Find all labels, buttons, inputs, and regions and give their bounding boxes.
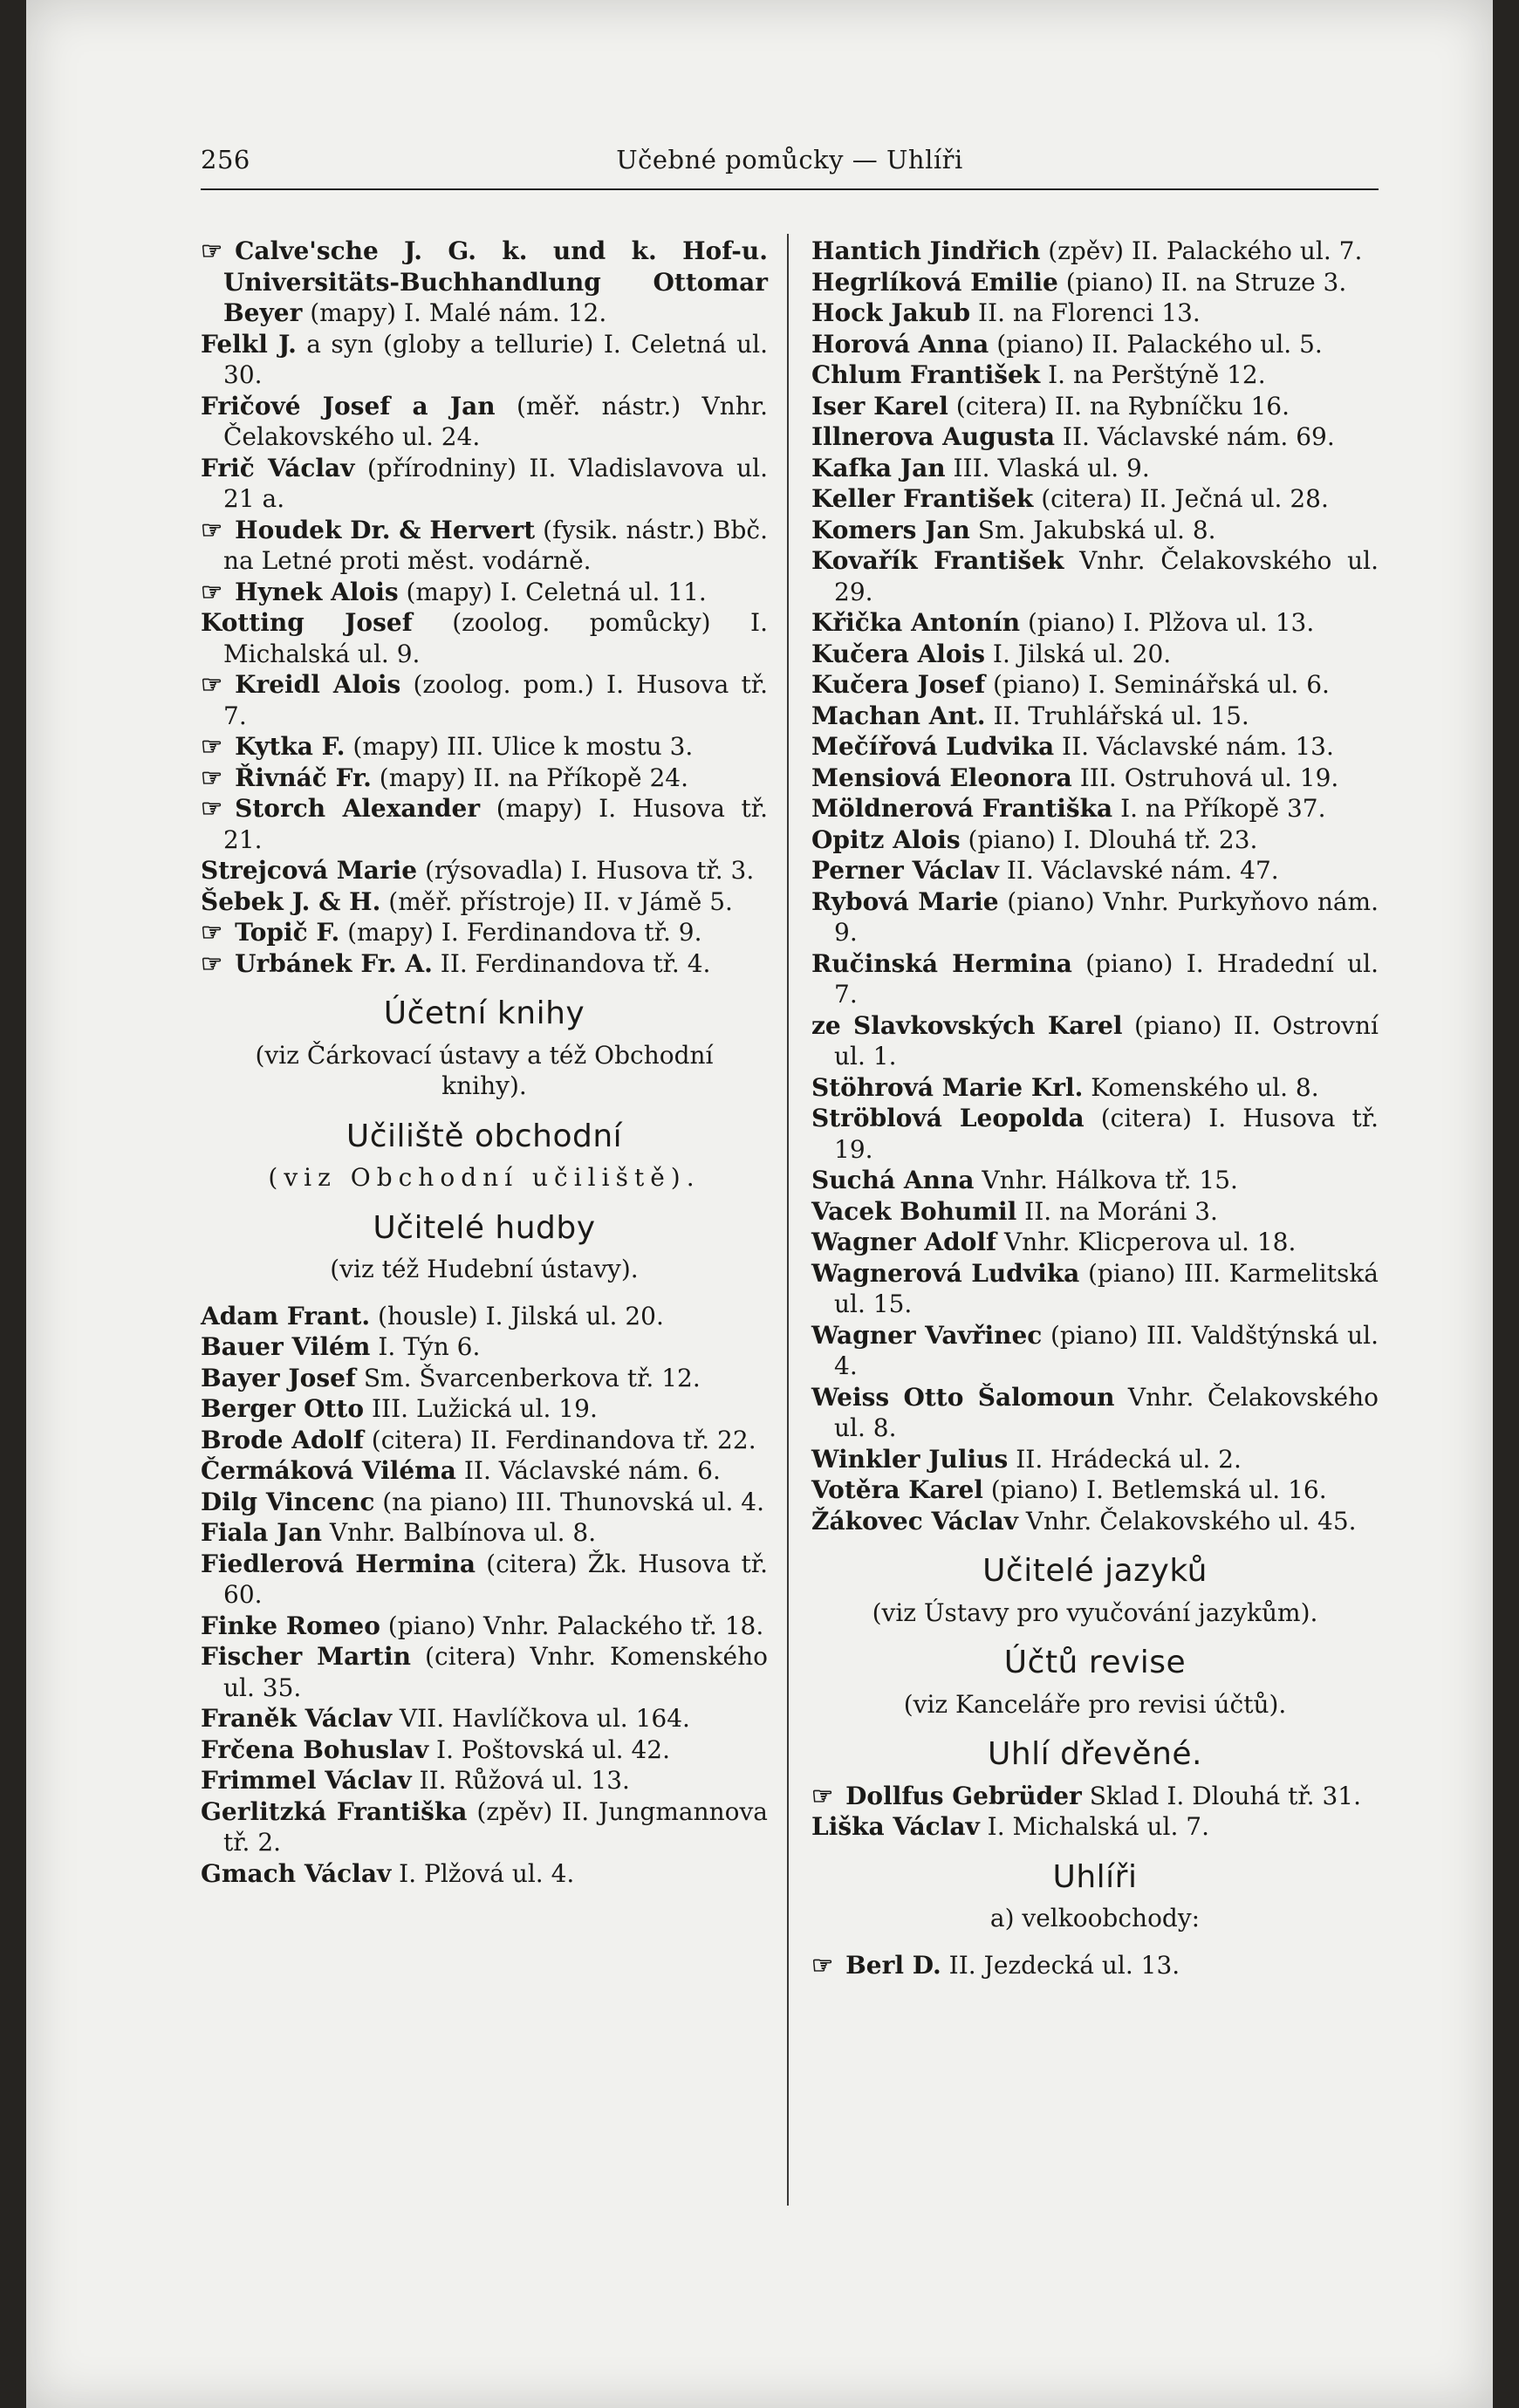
entry-details: (mapy) I. Malé nám. 12. (302, 298, 607, 327)
entry-details: Sm. Jakubská ul. 8. (969, 515, 1216, 544)
entry-details: II. Václavské nám. 13. (1054, 732, 1334, 761)
entry-name: Liška Václav (811, 1812, 980, 1841)
directory-entry (201, 917, 768, 948)
heading-uhliri: Uhlíři (1052, 1858, 1138, 1895)
entry-list-top (201, 236, 768, 979)
entry-details: II. Václavské nám. 47. (998, 856, 1279, 885)
directory-entry (201, 515, 768, 577)
entry-name: Keller František (811, 484, 1034, 513)
directory-entry (811, 1103, 1379, 1165)
entry-name: ze Slavkovských Karel (811, 1010, 1123, 1040)
entry-name: Šebek J. & H. (201, 886, 381, 916)
page-title: Učebné pomůcky — Uhlíři (616, 145, 963, 174)
entry-details: (zoolog. pom.) I. Husova tř. 7. (223, 670, 768, 730)
directory-entry (811, 545, 1379, 607)
entry-name: Bauer Vilém (201, 1332, 371, 1361)
entry-name: Votěra Karel (811, 1475, 983, 1504)
column-divider (787, 234, 789, 2206)
entry-name: Strejcová Marie (201, 856, 418, 885)
entry-name: Ručinská Hermina (811, 948, 1072, 978)
heading-ucetni-knihy: Účetní knihy (383, 995, 585, 1031)
directory-entry (811, 1444, 1379, 1475)
entry-details: Vnhr. Hálkova tř. 15. (974, 1166, 1238, 1194)
directory-entry (201, 886, 768, 918)
directory-entry (811, 1196, 1379, 1228)
entry-list-music-teachers (201, 1301, 768, 1890)
note-ucetni-knihy: (viz Čárkovací ústavy a též Obchodní knihy). (255, 1040, 714, 1100)
entry-name: Topič F. (235, 918, 340, 947)
entry-name: Berger Otto (201, 1394, 365, 1423)
entry-details: (fysik. nástr.) Bbč. na Letné proti měst. vodárně. (223, 515, 769, 575)
subheading-velkoobchody: a) velkoobchody: (989, 1904, 1201, 1933)
entry-name: Suchá Anna (811, 1166, 975, 1194)
entry-name: Hock Jakub (811, 298, 971, 327)
entry-details: (mapy) II. na Příkopě 24. (371, 763, 689, 792)
directory-entry (201, 1487, 768, 1518)
directory-entry (811, 515, 1379, 546)
pointing-hand-icon: ☞ (201, 918, 223, 947)
directory-entry (201, 1425, 768, 1456)
note-uciliste: (viz Obchodní učiliště). (268, 1163, 701, 1192)
entry-name: Chlum František (811, 360, 1041, 389)
entry-name: Hynek Alois (235, 577, 399, 606)
entry-details: (mapy) I. Ferdinandova tř. 9. (339, 918, 702, 947)
directory-entry (811, 763, 1379, 794)
entry-name: Mensiová Eleonora (811, 763, 1072, 792)
entry-details: (mapy) I. Husova tř. 21. (223, 794, 768, 854)
entry-name: Berl D. (845, 1950, 941, 1980)
directory-entry (201, 1703, 768, 1734)
entry-name: Mečířová Ludvika (811, 732, 1055, 761)
entry-list-uhliri (811, 1950, 1379, 1981)
book-page (26, 0, 1493, 2408)
directory-entry (201, 607, 768, 669)
entry-details: (piano) I. Betlemská ul. 16. (982, 1475, 1327, 1504)
entry-details: I. Jilská ul. 20. (985, 639, 1172, 668)
entry-details: (rýsovadla) I. Husova tř. 3. (417, 856, 755, 885)
entry-name: Kovařík František (811, 546, 1064, 575)
entry-details: (piano) I. Hradední ul. 7. (834, 948, 1379, 1009)
entry-details: (mapy) I. Celetná ul. 11. (398, 577, 707, 606)
running-head (201, 140, 1379, 190)
entry-name: Dilg Vincenc (201, 1487, 375, 1516)
directory-entry (811, 1165, 1379, 1196)
directory-entry (811, 1072, 1379, 1104)
directory-entry (811, 1474, 1379, 1506)
entry-details: Sklad I. Dlouhá tř. 31. (1081, 1781, 1362, 1810)
entry-name: Dollfus Gebrüder (845, 1781, 1082, 1810)
heading-uhli-drevene: Uhlí dřevěné. (988, 1736, 1202, 1772)
directory-entry (201, 329, 768, 391)
entry-list-uhli (811, 1781, 1379, 1843)
directory-entry (201, 1611, 768, 1642)
directory-entry (811, 1382, 1379, 1444)
entry-details: Vnhr. Čelakovského ul. 8. (834, 1382, 1379, 1442)
entry-name: Gmach Václav (201, 1858, 392, 1888)
entry-name: Opitz Alois (811, 824, 961, 854)
entry-list-music-teachers-cont (811, 236, 1379, 1536)
entry-name: Křička Antonín (811, 608, 1021, 637)
entry-details: III. Vlaská ul. 9. (945, 453, 1150, 482)
directory-entry (811, 359, 1379, 391)
directory-entry (811, 1506, 1379, 1537)
entry-details: I. Michalská ul. 7. (979, 1812, 1209, 1841)
directory-entry (811, 329, 1379, 360)
right-column (811, 236, 1379, 1980)
entry-name: Brode Adolf (201, 1425, 364, 1454)
directory-entry (201, 855, 768, 886)
entry-details: (piano) II. na Struze 3. (1057, 267, 1347, 297)
entry-details: (citera) Vnhr. Komenského ul. 35. (223, 1642, 768, 1702)
directory-entry (201, 1858, 768, 1890)
directory-entry (811, 483, 1379, 515)
entry-details: III. Ostruhová ul. 19. (1071, 763, 1339, 792)
directory-entry (811, 1781, 1379, 1812)
directory-entry (201, 1517, 768, 1549)
entry-name: Frčena Bohuslav (201, 1734, 429, 1764)
entry-name: Fiedlerová Hermina (201, 1549, 476, 1578)
entry-details: (piano) I. Dlouhá tř. 23. (960, 824, 1258, 854)
directory-entry (201, 1796, 768, 1858)
entry-details: (citera) II. Ječná ul. 28. (1033, 484, 1329, 513)
directory-entry (811, 886, 1379, 948)
directory-entry (811, 731, 1379, 763)
entry-name: Winkler Julius (811, 1444, 1009, 1474)
directory-entry (201, 1393, 768, 1425)
directory-entry (811, 236, 1379, 267)
directory-entry (201, 453, 768, 515)
entry-name: Fiala Jan (201, 1518, 322, 1547)
entry-details: VII. Havlíčkova ul. 164. (392, 1704, 690, 1733)
entry-details: (housle) I. Jilská ul. 20. (370, 1301, 664, 1331)
entry-name: Urbánek Fr. A. (235, 948, 433, 978)
entry-name: Möldnerová Františka (811, 794, 1113, 823)
entry-details: (zpěv) II. Jungmannova tř. 2. (223, 1796, 768, 1857)
directory-entry (811, 421, 1379, 453)
directory-entry (811, 453, 1379, 484)
entry-details: (piano) II. Palackého ul. 5. (989, 329, 1323, 359)
directory-entry (201, 1641, 768, 1703)
entry-details: (zpěv) II. Palackého ul. 7. (1040, 236, 1363, 265)
note-ucitele-jazyku: (viz Ústavy pro vyučování jazykům). (872, 1597, 1318, 1627)
directory-entry (811, 824, 1379, 856)
entry-details: (piano) II. Ostrovní ul. 1. (834, 1010, 1379, 1071)
heading-uctu-revise: Účtů revise (1003, 1645, 1187, 1680)
entry-details: I. na Perštýně 12. (1040, 360, 1266, 389)
entry-details: II. Růžová ul. 13. (411, 1766, 630, 1795)
pointing-hand-icon: ☞ (201, 763, 223, 792)
directory-entry (811, 1010, 1379, 1072)
entry-name: Hegrlíková Emilie (811, 267, 1058, 297)
entry-name: Čermáková Viléma (201, 1456, 456, 1485)
entry-name: Kafka Jan (811, 453, 946, 482)
directory-entry (201, 731, 768, 763)
pointing-hand-icon: ☞ (201, 236, 223, 265)
entry-name: Weiss Otto Šalomoun (811, 1382, 1115, 1412)
entry-name: Kytka F. (235, 732, 346, 761)
heading-ucitele-hudby: Učitelé hudby (373, 1209, 596, 1246)
entry-name: Iser Karel (811, 391, 948, 421)
entry-name: Kučera Josef (811, 670, 986, 699)
entry-name: Fischer Martin (201, 1642, 411, 1671)
entry-details: a syn (globy a tellurie) I. Celetná ul. 30. (223, 329, 768, 389)
entry-details: (měř. nástr.) Vnhr. Čelakovského ul. 24. (223, 391, 769, 451)
entry-details: (piano) Vnhr. Palackého tř. 18. (380, 1611, 764, 1640)
entry-name: Kotting Josef (201, 608, 413, 637)
entry-details: (citera) II. Ferdinandova tř. 22. (363, 1425, 756, 1454)
directory-entry (201, 948, 768, 980)
entry-name: Fričové Josef a Jan (201, 391, 496, 421)
entry-name: Storch Alexander (235, 794, 481, 823)
entry-name: Gerlitzká Františka (201, 1796, 468, 1826)
directory-entry (201, 1331, 768, 1363)
entry-details: (piano) III. Karmelitská ul. 15. (834, 1258, 1379, 1318)
entry-details: (piano) Vnhr. Purkyňovo nám. 9. (834, 886, 1379, 947)
directory-entry (201, 236, 768, 329)
directory-entry (201, 669, 768, 731)
entry-details: Vnhr. Klicperova ul. 18. (996, 1228, 1297, 1256)
directory-entry (811, 1811, 1379, 1843)
entry-details: II. Hrádecká ul. 2. (1008, 1444, 1242, 1474)
entry-name: Calve'sche J. G. k. und k. Hof-u. Universitäts-Buchhandlung Ottomar Beyer (223, 236, 768, 327)
pointing-hand-icon: ☞ (201, 732, 223, 761)
pointing-hand-icon: ☞ (811, 1950, 834, 1980)
entry-name: Adam Frant. (201, 1301, 371, 1331)
entry-details: II. Václavské nám. 6. (455, 1456, 721, 1485)
entry-name: Wagnerová Ludvika (811, 1258, 1080, 1288)
left-column (201, 236, 768, 1889)
entry-name: Rybová Marie (811, 886, 999, 916)
entry-details: II. Jezdecká ul. 13. (941, 1950, 1180, 1980)
entry-details: (piano) I. Plžova ul. 13. (1020, 608, 1315, 637)
entry-details: I. Poštovská ul. 42. (428, 1734, 670, 1764)
directory-entry (201, 1765, 768, 1796)
entry-details: Vnhr. Čelakovského ul. 29. (834, 546, 1379, 606)
entry-name: Bayer Josef (201, 1363, 356, 1392)
entry-details: II. na Moráni 3. (1016, 1196, 1218, 1226)
entry-name: Komers Jan (811, 515, 970, 544)
entry-name: Felkl J. (201, 329, 297, 359)
entry-name: Illnerova Augusta (811, 422, 1055, 451)
note-ucitele-hudby: (viz též Hudební ústavy). (330, 1255, 639, 1283)
entry-details: I. na Příkopě 37. (1112, 794, 1326, 823)
entry-details: (citera) Žk. Husova tř. 60. (223, 1549, 768, 1609)
pointing-hand-icon: ☞ (201, 948, 223, 978)
directory-entry (811, 669, 1379, 701)
entry-details: I. Týn 6. (370, 1332, 481, 1361)
directory-entry (811, 701, 1379, 732)
directory-entry (811, 855, 1379, 886)
directory-entry (201, 391, 768, 453)
pointing-hand-icon: ☞ (811, 1781, 834, 1810)
entry-details: (na piano) III. Thunovská ul. 4. (374, 1487, 764, 1516)
entry-details: (mapy) III. Ulice k mostu 3. (345, 732, 694, 761)
directory-entry (201, 1301, 768, 1332)
entry-details: III. Lužická ul. 19. (364, 1394, 598, 1423)
entry-name: Stöhrová Marie Krl. (811, 1072, 1084, 1102)
directory-entry (201, 763, 768, 794)
directory-entry (201, 577, 768, 608)
entry-name: Franěk Václav (201, 1704, 392, 1733)
directory-entry (811, 1227, 1379, 1258)
entry-name: Kreidl Alois (235, 670, 401, 699)
entry-details: I. Plžová ul. 4. (391, 1858, 575, 1888)
entry-details: (piano) I. Seminářská ul. 6. (985, 670, 1330, 699)
directory-entry (811, 1950, 1379, 1981)
entry-details: (citera) I. Husova tř. 19. (834, 1104, 1379, 1164)
heading-uciliste: Učiliště obchodní (346, 1118, 623, 1154)
entry-details: Komenského ul. 8. (1083, 1072, 1319, 1102)
heading-ucitele-jazyku: Učitelé jazyků (982, 1553, 1208, 1589)
directory-entry (811, 267, 1379, 298)
directory-entry (201, 1363, 768, 1394)
entry-name: Horová Anna (811, 329, 989, 359)
entry-details: (citera) II. na Rybníčku 16. (948, 391, 1290, 421)
entry-name: Houdek Dr. & Hervert (235, 515, 536, 544)
directory-entry (811, 948, 1379, 1010)
entry-details: (zoolog. pomůcky) I. Michalská ul. 9. (223, 608, 768, 668)
directory-entry (201, 1734, 768, 1766)
directory-entry (201, 1455, 768, 1487)
directory-entry (201, 793, 768, 855)
entry-details: (piano) III. Valdštýnská ul. 4. (834, 1320, 1379, 1380)
entry-name: Machan Ant. (811, 701, 986, 730)
entry-name: Wagner Vavřinec (811, 1320, 1043, 1350)
entry-details: Vnhr. Balbínova ul. 8. (321, 1518, 597, 1547)
directory-entry (811, 391, 1379, 422)
entry-name: Řivnáč Fr. (235, 763, 372, 792)
directory-entry (811, 1320, 1379, 1382)
entry-details: Vnhr. Čelakovského ul. 45. (1017, 1506, 1357, 1536)
entry-details: II. Truhlářská ul. 15. (985, 701, 1249, 730)
note-uctu-revise: (viz Kanceláře pro revisi účtů). (903, 1689, 1287, 1719)
entry-details: Sm. Švarcenberkova tř. 12. (355, 1363, 701, 1392)
directory-entry (201, 1549, 768, 1611)
entry-name: Vacek Bohumil (811, 1196, 1017, 1226)
entry-details: II. na Florenci 13. (970, 298, 1201, 327)
entry-name: Ströblová Leopolda (811, 1104, 1085, 1132)
page-number: 256 (201, 145, 250, 174)
entry-name: Frimmel Václav (201, 1766, 412, 1795)
directory-entry (811, 298, 1379, 329)
entry-details: II. Ferdinandova tř. 4. (432, 948, 711, 978)
directory-entry (811, 1258, 1379, 1320)
entry-details: (přírodniny) II. Vladislavova ul. 21 a. (223, 453, 769, 513)
entry-name: Kučera Alois (811, 639, 986, 668)
directory-entry (811, 639, 1379, 670)
entry-details: (měř. přístroje) II. v Jámě 5. (380, 886, 733, 916)
pointing-hand-icon: ☞ (201, 515, 223, 544)
entry-name: Wagner Adolf (811, 1228, 997, 1256)
entry-name: Perner Václav (811, 856, 999, 885)
entry-details: II. Václavské nám. 69. (1055, 422, 1335, 451)
entry-name: Žákovec Václav (811, 1506, 1018, 1536)
pointing-hand-icon: ☞ (201, 670, 223, 699)
pointing-hand-icon: ☞ (201, 577, 223, 606)
pointing-hand-icon: ☞ (201, 794, 223, 823)
entry-name: Hantich Jindřich (811, 236, 1041, 265)
directory-entry (811, 793, 1379, 824)
entry-name: Finke Romeo (201, 1611, 380, 1640)
directory-entry (811, 607, 1379, 639)
entry-name: Frič Václav (201, 453, 355, 482)
